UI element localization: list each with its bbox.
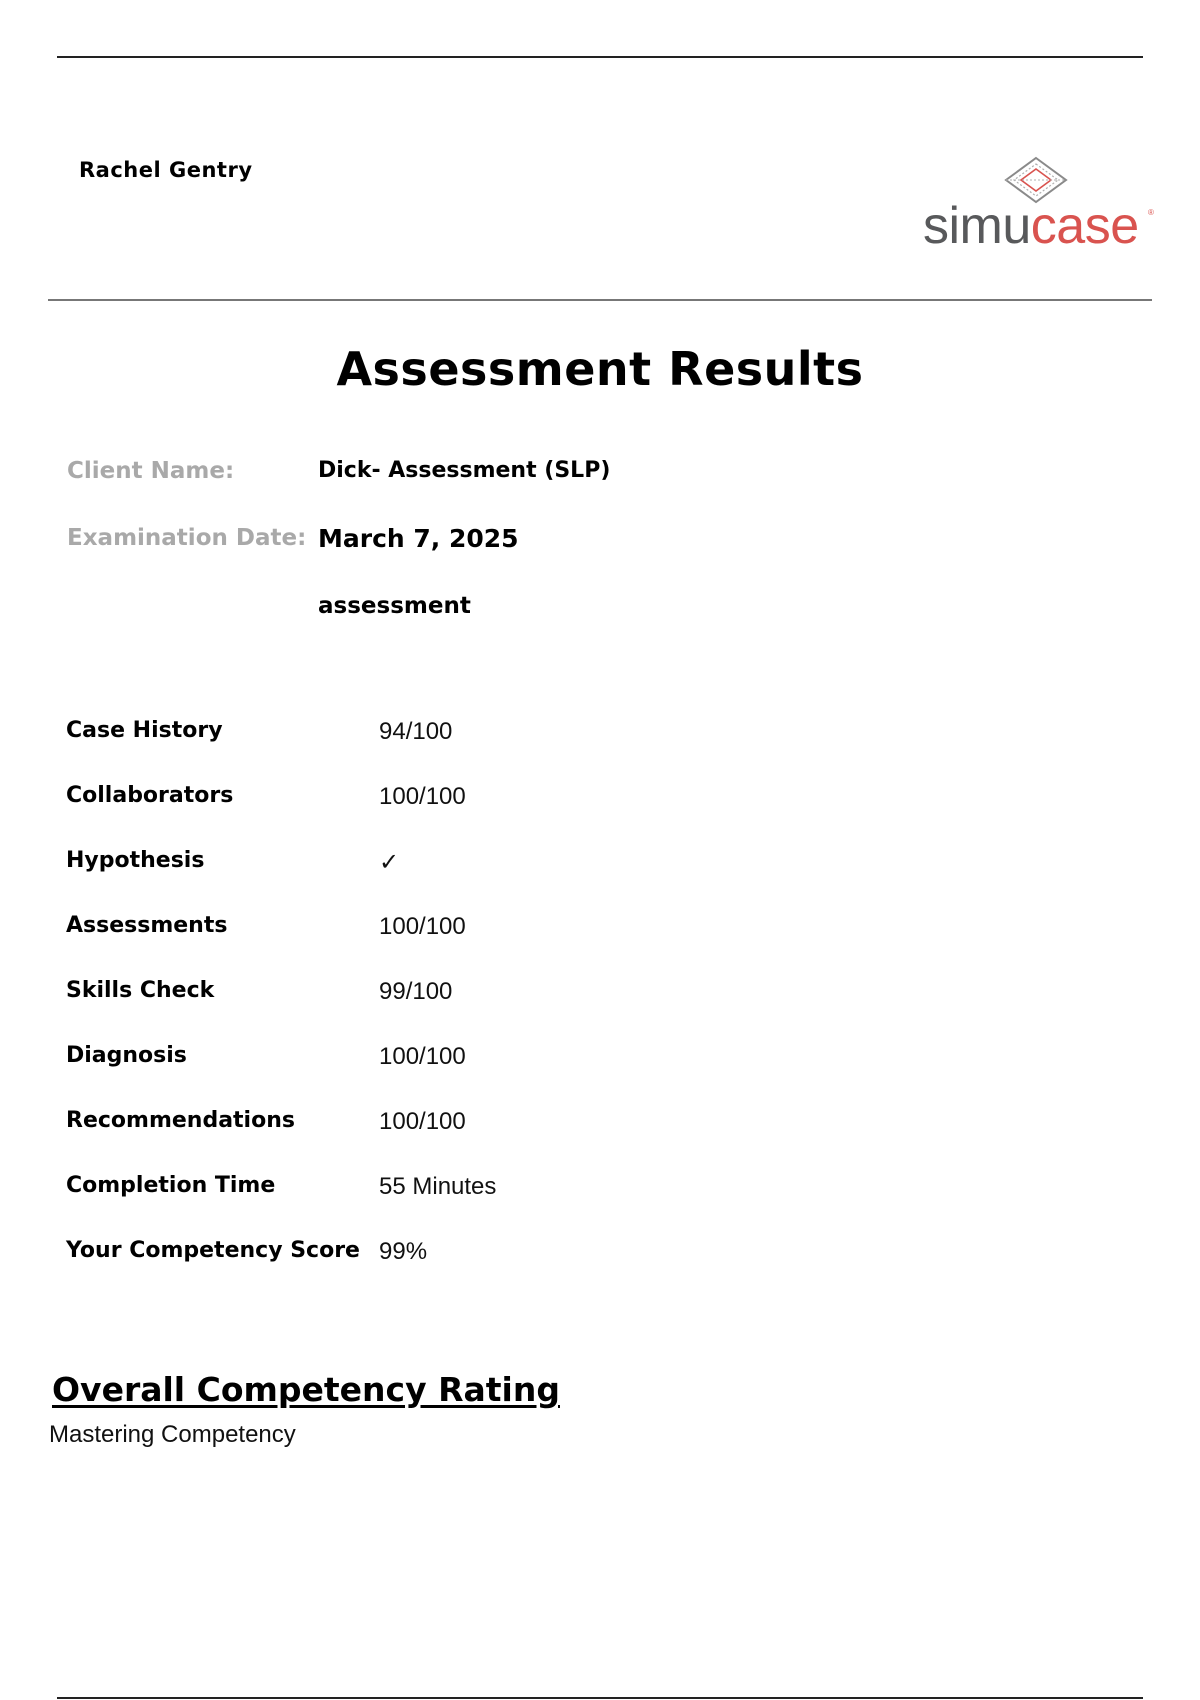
case-type-value: assessment [318,593,471,619]
logo-word-simu: simu [923,197,1031,255]
score-value: 99/100 [379,978,453,1005]
logo-word-case: case [1030,197,1139,255]
score-value: 94/100 [379,718,453,745]
page-title: Assessment Results [336,342,864,396]
client-name-label: Client Name: [67,458,235,484]
score-row-hypothesis [66,848,766,913]
score-value: 55 Minutes [379,1173,497,1200]
score-label: Diagnosis [66,1043,187,1068]
score-row-case-history [66,718,766,783]
score-label: Case History [66,718,223,743]
score-value: 100/100 [379,913,466,940]
score-label: Collaborators [66,783,234,808]
student-name: Rachel Gentry [79,158,253,182]
overall-rating-value: Mastering Competency [49,1421,296,1448]
score-value: 100/100 [379,1043,466,1070]
examination-date-value: March 7, 2025 [318,524,519,553]
score-label: Assessments [66,913,228,938]
score-row-collaborators [66,783,766,848]
score-row-completion-time [66,1173,766,1238]
score-row-recommendations [66,1108,766,1173]
score-row-skills-check [66,978,766,1043]
score-table [66,718,766,1303]
score-label: Completion Time [66,1173,276,1198]
score-label: Hypothesis [66,848,205,873]
simucase-logo [918,152,1158,255]
checkmark-icon: ✓ [379,849,400,876]
client-name-value: Dick- Assessment (SLP) [318,458,611,483]
score-row-diagnosis [66,1043,766,1108]
bottom-divider [57,1697,1143,1699]
score-value: 99% [379,1238,428,1265]
score-label: Your Competency Score [66,1238,360,1263]
examination-date-label: Examination Date: [67,525,307,551]
score-label: Recommendations [66,1108,295,1133]
score-value: 100/100 [379,783,466,810]
header-divider [48,299,1152,301]
logo-registered-mark: ® [1148,208,1154,217]
logo-wordmark [923,197,1139,255]
score-row-assessments [66,913,766,978]
score-row-competency-score [66,1238,766,1303]
score-label: Skills Check [66,978,215,1003]
overall-rating-heading: Overall Competency Rating [52,1370,560,1409]
top-divider [57,56,1143,58]
score-value: 100/100 [379,1108,466,1135]
